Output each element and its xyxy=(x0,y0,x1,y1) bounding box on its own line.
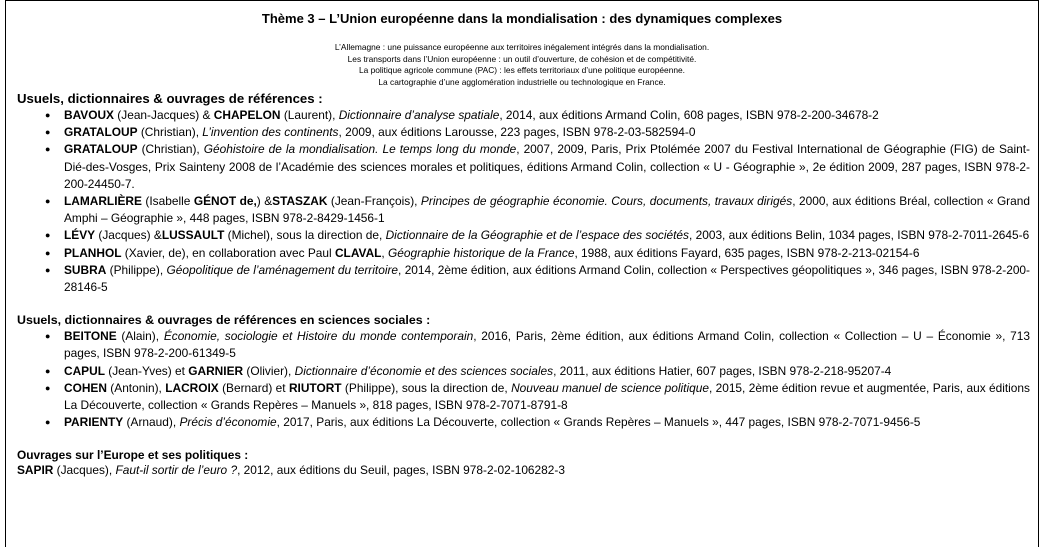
section-heading: Usuels, dictionnaires & ouvrages de références en sciences sociales : xyxy=(17,313,431,328)
reference-item xyxy=(64,141,1038,193)
author-name: LÉVY xyxy=(64,228,96,243)
book-title: Économie, sociologie et Histoire du monde contemporain xyxy=(163,329,474,344)
reference-item xyxy=(64,380,1038,414)
reference-item xyxy=(64,107,1038,124)
subtitle-line: L’Allemagne : une puissance européenne aux territoires inégalement intégrés dans la mondialisation. xyxy=(334,42,710,52)
book-title: Nouveau manuel de science politique xyxy=(511,380,709,395)
subtitle-line: Les transports dans l’Union européenne : un outil d’ouverture, de cohésion et de compétitivité. xyxy=(347,53,697,64)
publication-info: , 2011, aux éditions Hatier, 607 pages, ISBN 978-2-218-95207-4 xyxy=(553,363,892,378)
reference-item xyxy=(64,227,1038,244)
author-detail: (Christian), xyxy=(137,142,204,157)
author-detail: (Xavier, de), en collaboration avec Paul xyxy=(121,245,335,260)
author-detail: (Alain), xyxy=(116,329,164,344)
author-detail: , xyxy=(381,245,389,260)
author-detail: (Jacques) & xyxy=(95,228,162,243)
author-detail: (Philippe), sous la direction de, xyxy=(341,380,512,395)
reference-item xyxy=(64,328,1038,362)
author-detail: (Laurent), xyxy=(280,108,339,122)
book-title: Principes de géographie économie. Cours, documents, travaux dirigés xyxy=(420,194,793,209)
publication-info: , 2014, aux éditions Armand Colin, 608 pages, ISBN 978-2-200-34678-2 xyxy=(499,108,879,122)
book-title: Dictionnaire d’économie et des sciences sociales xyxy=(294,363,554,378)
author-detail: ) & xyxy=(256,194,273,209)
page-title: Thème 3 – L’Union européenne dans la mondialisation : des dynamiques complexes xyxy=(261,11,783,26)
author-name: CAPUL xyxy=(64,363,105,378)
reference-item xyxy=(17,462,1038,479)
book-title: Dictionnaire d’analyse spatiale xyxy=(338,108,500,122)
author-detail: (Jean-Yves) et xyxy=(104,363,189,378)
publication-info: , 2009, aux éditions Larousse, 223 pages, ISBN 978-2-03-582594-0 xyxy=(338,125,696,140)
author-name: COHEN xyxy=(64,380,107,395)
author-name: STASZAK xyxy=(272,194,328,209)
publication-info: , 2003, aux éditions Belin, 1034 pages, ISBN 978-2-7011-2645-6 xyxy=(689,228,1030,243)
reference-list xyxy=(6,328,1038,431)
book-title: Géopolitique de l’aménagement du territoire xyxy=(166,262,399,277)
reference-item xyxy=(64,124,1038,141)
author-name: LUSSAULT xyxy=(161,228,225,243)
author-name: LAMARLIÈRE xyxy=(64,194,142,209)
author-name: LACROIX xyxy=(165,380,219,395)
author-detail: (Bernard) et xyxy=(218,380,289,395)
book-title: Précis d’économie xyxy=(179,415,277,430)
author-name: GRATALOUP xyxy=(64,125,138,140)
publication-info: , 2015, 2ème édition revue et augmentée, Paris, aux éditions La Découverte, collection « Grands Repères – Manuels », 818 pages, ISBN 978-2-7071-8791-8 xyxy=(64,380,1030,413)
book-title: Dictionnaire de la Géographie et de l’espace des sociétés xyxy=(385,228,689,243)
author-name: BAVOUX xyxy=(64,108,114,122)
section-heading: Usuels, dictionnaires & ouvrages de références : xyxy=(17,91,323,106)
author-name: PARIENTY xyxy=(64,415,124,430)
subtitle-list xyxy=(6,42,1038,88)
author-name: GÉNOT de, xyxy=(193,194,257,209)
document-page xyxy=(5,0,1039,547)
publication-info: , 2012, aux éditions du Seuil, pages, ISBN 978-2-02-106282-3 xyxy=(237,463,565,478)
section-heading: Ouvrages sur l’Europe et ses politiques : xyxy=(17,448,249,463)
publication-info: , 2014, 2ème édition, aux éditions Armand Colin, collection « Perspectives géopolitiques », 346 pages, ISBN 978-2-200-28146-5 xyxy=(64,262,1030,295)
author-name: PLANHOL xyxy=(64,245,122,260)
author-detail: (Christian), xyxy=(137,125,203,140)
author-name: SAPIR xyxy=(17,463,54,478)
author-name: RIUTORT xyxy=(288,380,342,395)
book-title: L’invention des continents xyxy=(202,125,339,140)
publication-info: , 2016, Paris, 2ème édition, aux éditions Armand Colin, collection « Collection – U – Économie », 713 pages, ISBN 978-2-200-61349-5 xyxy=(64,329,1030,361)
author-name: GRATALOUP xyxy=(64,142,138,157)
publication-info: , 1988, aux éditions Fayard, 635 pages, ISBN 978-2-213-02154-6 xyxy=(574,245,920,260)
book-title: Géohistoire de la mondialisation. Le temps long du monde xyxy=(203,142,517,157)
publication-info: , 2000, aux éditions Bréal, collection « Grand Amphi – Géographie », 448 pages, ISBN 978-2-8429-1456-1 xyxy=(64,194,1030,226)
reference-item xyxy=(64,193,1038,227)
author-name: CHAPELON xyxy=(213,108,281,122)
author-name: BEITONE xyxy=(64,329,117,344)
author-detail: (Isabelle xyxy=(141,194,194,209)
author-detail: (Jacques), xyxy=(53,463,116,478)
author-detail: (Jean-François), xyxy=(327,194,421,209)
author-name: SUBRA xyxy=(64,262,107,277)
author-name: CLAVAL xyxy=(334,245,382,260)
reference-item xyxy=(64,262,1038,296)
publication-info: , 2007, 2009, Paris, Prix Ptolémée 2007 du Festival International de Géographie (FIG) de Saint-Dié-des-Vosges, Prix Sainteny 2008 de l’Académie des sciences morales et politiques, éditions Armand Colin, collection « U - Géographie », 2e édition 2009, 287 pages, ISBN 978-2-200-24450-7. xyxy=(64,142,1031,191)
reference-item xyxy=(64,414,1038,431)
reference-list xyxy=(6,107,1038,296)
author-detail: (Michel), sous la direction de, xyxy=(224,228,386,243)
author-detail: (Olivier), xyxy=(243,363,295,378)
book-title: Géographie historique de la France xyxy=(388,245,575,260)
author-name: GARNIER xyxy=(188,363,244,378)
subtitle-line: La politique agricole commune (PAC) : les effets territoriaux d’une politique européenne. xyxy=(358,65,686,75)
subtitle-line: La cartographie d’une agglomération industrielle ou technologique en France. xyxy=(378,76,666,87)
reference-item xyxy=(64,363,1038,380)
publication-info: , 2017, Paris, aux éditions La Découverte, collection « Grands Repères – Manuels », 447 pages, ISBN 978-2-7071-9456-5 xyxy=(276,415,921,430)
author-detail: (Arnaud), xyxy=(123,415,180,430)
reference-item xyxy=(64,245,1038,262)
author-detail: (Philippe), xyxy=(106,262,167,277)
book-title: Faut-il sortir de l’euro ? xyxy=(115,463,238,478)
author-detail: (Jean-Jacques) & xyxy=(114,108,214,122)
author-detail: (Antonin), xyxy=(106,380,166,395)
